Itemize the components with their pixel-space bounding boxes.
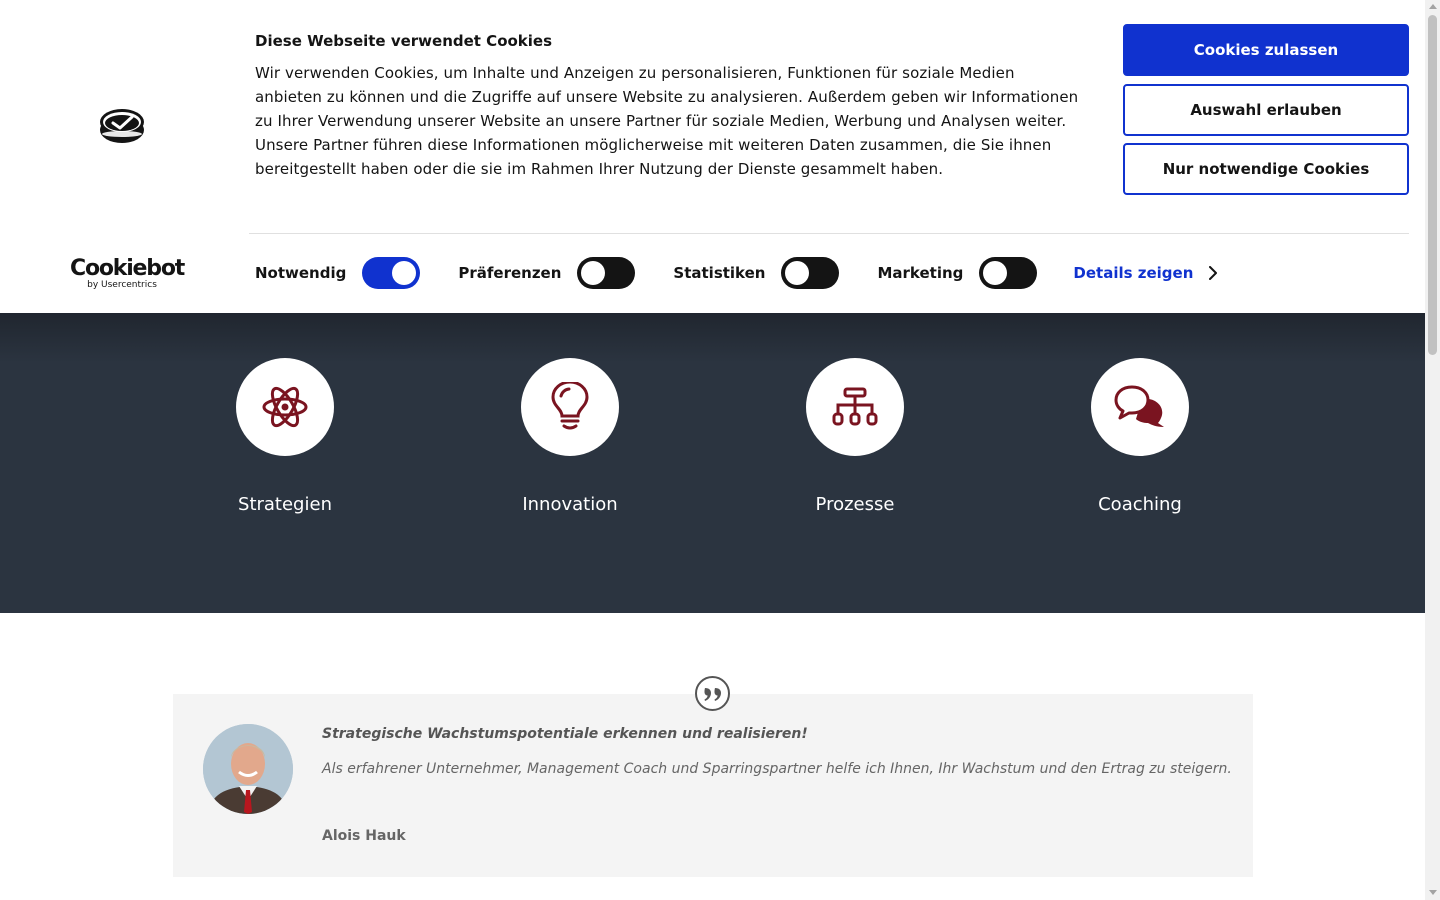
cookiebot-wordmark: Cookiebot: [70, 256, 185, 281]
service-coaching[interactable]: [1060, 358, 1220, 515]
service-icon-circle: [1091, 358, 1189, 456]
service-icon-circle: [806, 358, 904, 456]
details-link[interactable]: [1073, 264, 1217, 282]
cookie-consent-banner: [0, 0, 1425, 313]
sitemap-icon: [832, 387, 878, 427]
quote-icon: [695, 676, 730, 711]
service-strategien[interactable]: [205, 358, 365, 515]
toggle-knob: [392, 261, 416, 285]
toggle-label-necessary: Notwendig: [255, 264, 347, 282]
toggle-knob: [785, 261, 809, 285]
service-innovation[interactable]: [490, 358, 650, 515]
scrollbar-thumb[interactable]: [1428, 15, 1437, 355]
service-icon-circle: [521, 358, 619, 456]
testimonial-card: [173, 694, 1253, 877]
cookiebot-brand: [70, 256, 185, 290]
details-link-label: Details zeigen: [1073, 264, 1194, 282]
cookiebot-byline: by Usercentrics: [87, 280, 157, 290]
toggle-knob: [581, 261, 605, 285]
scroll-down-arrow-icon[interactable]: [1429, 890, 1437, 895]
service-label: Innovation: [522, 494, 618, 515]
toggle-knob: [983, 261, 1007, 285]
services-section: [0, 313, 1425, 613]
cookie-category-toggles: [255, 256, 1217, 290]
cookie-banner-divider: [249, 233, 1409, 234]
toggle-label-preferences: Präferenzen: [458, 264, 562, 282]
testimonial-body: Als erfahrener Unternehmer, Management Coach und Sparringspartner helfe ich Ihnen, Ihr Wachstum und den Ertrag zu steigern.: [322, 761, 1232, 777]
toggle-label-marketing: Marketing: [877, 264, 964, 282]
scroll-up-arrow-icon[interactable]: [1429, 4, 1437, 9]
toggle-necessary[interactable]: [362, 257, 420, 289]
allow-all-cookies-button[interactable]: Cookies zulassen: [1123, 24, 1409, 76]
cookiebot-logo-icon: [99, 108, 145, 144]
page-scrollbar[interactable]: [1425, 0, 1440, 900]
service-icon-circle: [236, 358, 334, 456]
testimonial-headline: Strategische Wachstumspotentiale erkennen und realisieren!: [322, 726, 808, 742]
chat-bubbles-icon: [1114, 385, 1166, 429]
cookie-banner-text: Wir verwenden Cookies, um Inhalte und Anzeigen zu personalisieren, Funktionen für soziale Medien anbieten zu können und die Zugriffe auf unsere Website zu analysieren. Außerdem geben wir Informationen zu Ihrer Verwendung unserer Website an unsere Partner für soziale Medien, Werbung und Analysen weiter. Unsere Partner führen diese Informationen möglicherweise mit weiteren Daten zusammen, die Sie ihnen bereitgestellt haben oder die sie im Rahmen Ihrer Nutzung der Dienste gesammelt haben.: [255, 64, 1079, 178]
allow-selection-button[interactable]: Auswahl erlauben: [1123, 84, 1409, 136]
atom-icon: [261, 381, 309, 433]
service-label: Strategien: [238, 494, 332, 515]
toggle-statistics[interactable]: [781, 257, 839, 289]
toggle-label-statistics: Statistiken: [673, 264, 766, 282]
toggle-marketing[interactable]: [979, 257, 1037, 289]
cookie-banner-title: Diese Webseite verwendet Cookies: [255, 32, 553, 50]
chevron-right-icon: [1209, 266, 1217, 280]
testimonial-author: Alois Hauk: [322, 828, 406, 844]
toggle-preferences[interactable]: [577, 257, 635, 289]
avatar: [203, 724, 293, 814]
lightbulb-icon: [550, 382, 590, 432]
service-label: Coaching: [1098, 494, 1182, 515]
service-prozesse[interactable]: [775, 358, 935, 515]
necessary-cookies-only-button[interactable]: Nur notwendige Cookies: [1123, 143, 1409, 195]
service-label: Prozesse: [815, 494, 895, 515]
